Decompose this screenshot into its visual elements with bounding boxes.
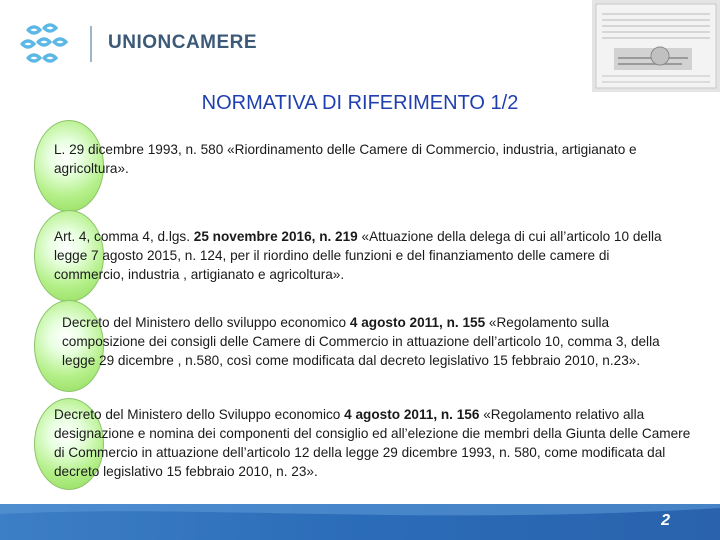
logo-separator — [90, 26, 92, 62]
item-description: «Regolamento relativo alla designazione e nomina dei componenti del consiglio ed all’elezione die membri della Giunta delle Camere di Commercio in attuazione dell’articolo 12 della legge 29 dicembre 1993, n. 580, come modificata dal decreto legislativo 15 febbraio 2010, n. 23». — [54, 407, 691, 479]
item-prefix: Art. 4, comma 4, d.lgs. — [54, 229, 194, 244]
footer-bar — [0, 504, 720, 540]
item-description: «Attuazione della delega di cui all’articolo 10 della legge 7 agosto 2015, n. 124, per il riordino delle funzioni e del finanziamento delle camere di commercio, industria , artigianato e agricoltura». — [54, 229, 662, 282]
item-date: 4 agosto 2011, n. 155 — [349, 315, 486, 330]
item-date: 4 agosto 2011, n. 156 — [344, 407, 480, 422]
item-description: «Regolamento sulla composizione dei consigli delle Camere di Commercio in attuazione dell’articolo 10, comma 3, della legge 29 dicembre , n.580, così come modificata dal decreto legislativo 15 febbraio 2010, n.23». — [62, 315, 660, 368]
page-title: NORMATIVA DI RIFERIMENTO 1/2 — [201, 92, 519, 114]
unioncamere-logo — [18, 20, 258, 68]
gazzetta-ufficiale-image — [592, 0, 720, 92]
item-date: 29 dicembre 1993, n. 580 — [69, 142, 224, 157]
item-prefix: L. — [54, 142, 70, 157]
unioncamere-logo-icon — [18, 20, 78, 68]
item-description: «Riordinamento delle Camere di Commercio, industria, artigianato e agricoltura». — [54, 142, 637, 176]
law-reference-item — [54, 140, 654, 178]
logo-text: UNIONCAMERE — [108, 32, 258, 53]
footer-swoosh-decoration — [0, 504, 720, 540]
item-prefix: Decreto del Ministero dello sviluppo economico — [62, 315, 350, 330]
law-reference-item — [54, 405, 694, 481]
law-reference-item — [54, 227, 666, 284]
item-date: 25 novembre 2016, n. 219 — [193, 229, 358, 244]
law-reference-item — [62, 313, 682, 370]
item-prefix: Decreto del Ministero dello Sviluppo economico — [54, 407, 345, 422]
page-number: 2 — [661, 512, 670, 529]
